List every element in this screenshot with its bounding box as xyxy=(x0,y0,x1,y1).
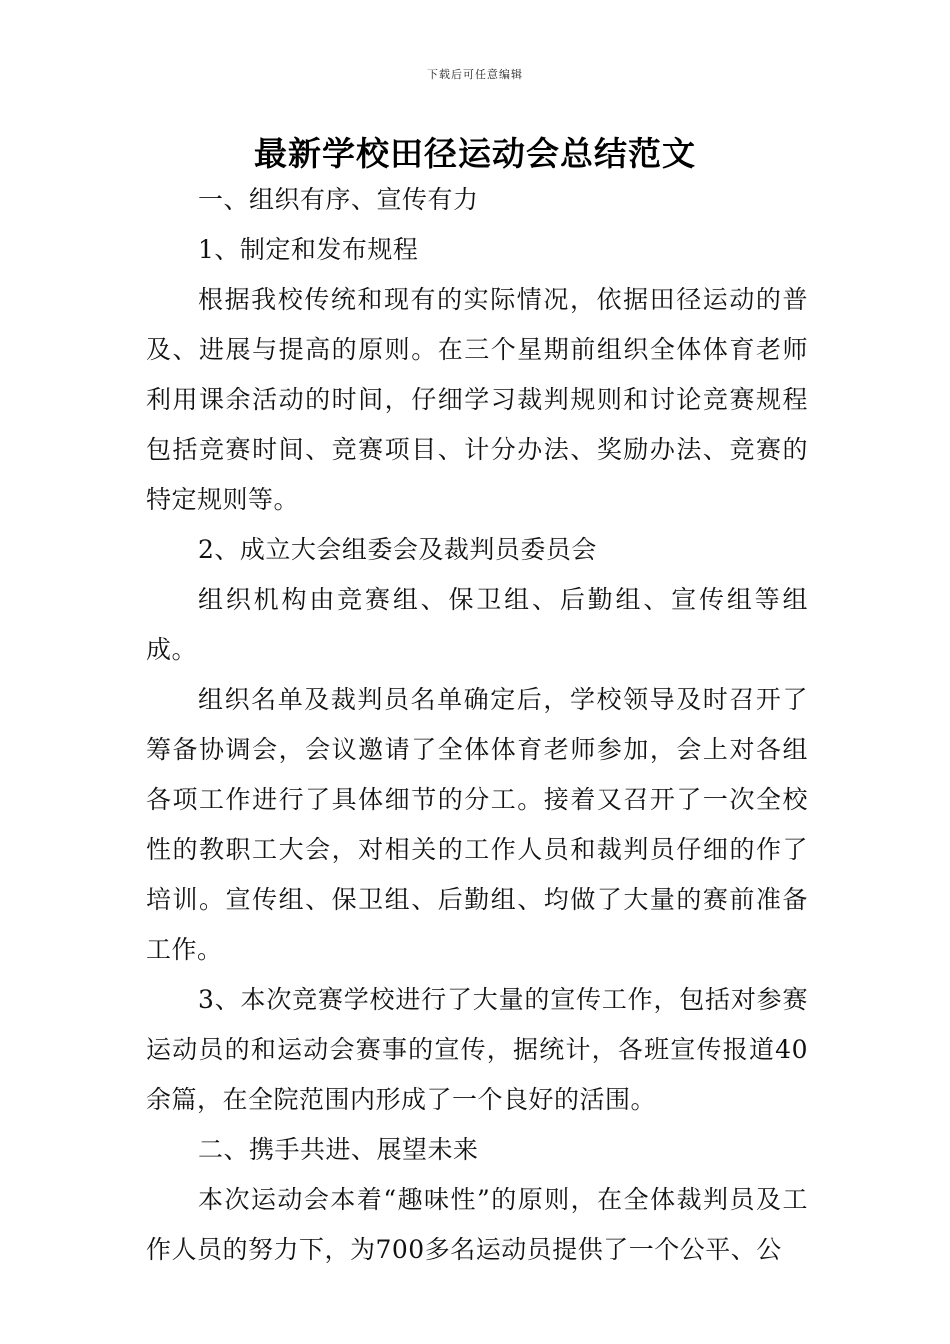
section-heading-1: 一、组织有序、宣传有力 xyxy=(198,185,479,214)
subheading-2: 2、成立大会组委会及裁判员委员会 xyxy=(198,535,597,564)
paragraph: 组织名单及裁判员名单确定后，学校领导及时召开了筹备协调会，会议邀请了全体体育老师参加，会上对各组各项工作进行了具体细节的分工。接着又召开了一次全校性的教职工大会，对相关的工作人员和裁判员仔细的作了培训。宣传组、保卫组、后勤组、均做了大量的赛前准备工作。 xyxy=(146,685,808,964)
document-body xyxy=(146,175,808,1275)
paragraph: 本次运动会本着“趣味性”的原则，在全体裁判员及工作人员的努力下，为700多名运动员提供了一个公平、公 xyxy=(146,1185,808,1264)
paragraph: 3、本次竞赛学校进行了大量的宣传工作，包括对参赛运动员的和运动会赛事的宣传，据统计，各班宣传报道40余篇，在全院范围内形成了一个良好的活围。 xyxy=(146,985,808,1114)
header-note: 下载后可任意编辑 xyxy=(427,68,523,81)
section-heading-2: 二、携手共进、展望未来 xyxy=(198,1135,479,1164)
subheading-1: 1、制定和发布规程 xyxy=(198,235,419,264)
paragraph: 组织机构由竞赛组、保卫组、后勤组、宣传组等组成。 xyxy=(146,585,808,664)
paragraph: 根据我校传统和现有的实际情况，依据田径运动的普及、进展与提高的原则。在三个星期前组织全体体育老师利用课余活动的时间，仔细学习裁判规则和讨论竞赛规程包括竞赛时间、竞赛项目、计分办法、奖励办法、竞赛的特定规则等。 xyxy=(146,285,808,514)
document-title: 最新学校田径运动会总结范文 xyxy=(254,134,696,173)
